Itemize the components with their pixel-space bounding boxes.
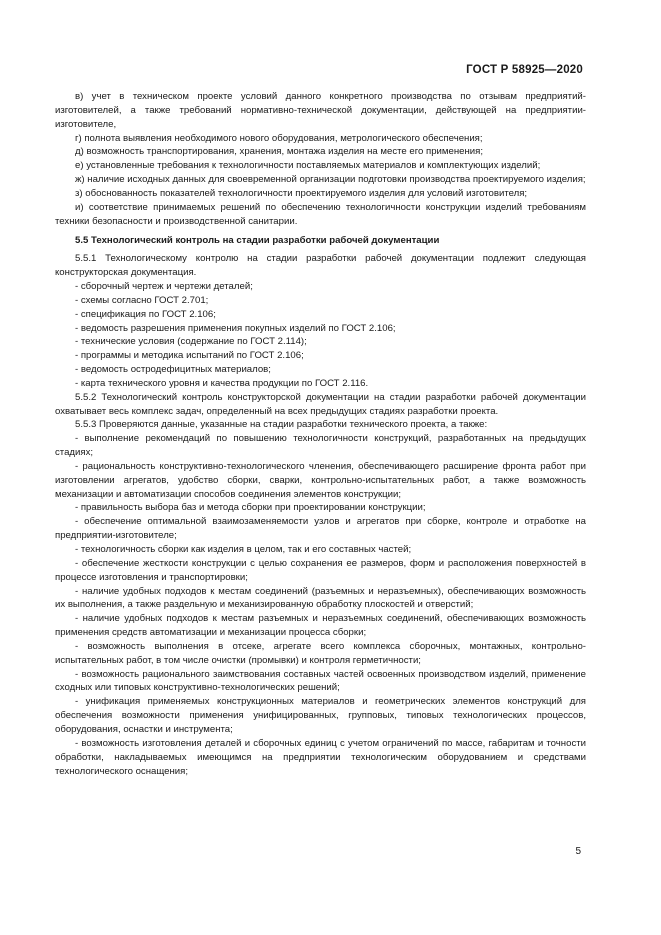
paragraph: е) установленные требования к технологичности поставляемых материалов и комплектующих изделий; [75, 160, 541, 172]
list-item: - правильность выбора баз и метода сборки при проектировании конструкции; [75, 502, 426, 514]
paragraph: 5.5.1 Технологическому контролю на стадии разработки рабочей документации подлежит следующая конструкторская документация. [55, 253, 586, 279]
paragraph: 5.5.2 Технологический контроль конструкторской документации на стадии разработки рабочей документации охватывает весь комплекс задач, определенный на всех предыдущих стадиях разработки проекта. [55, 391, 586, 417]
list-item: - выполнение рекомендаций по повышению технологичности конструкций, разработанных на предыдущих стадиях; [55, 433, 586, 459]
list-item: - возможность рационального заимствования составных частей освоенных производством изделий, применение сходных или типовых конструктивно-технологических решений; [55, 668, 586, 694]
list-item: - унификация применяемых конструкционных материалов и геометрических элементов конструкций для обеспечения возможности применения унифицированных, групповых, типовых технологических процессов, оборудования, оснастки и инструмента; [55, 696, 586, 735]
paragraph: в) учет в техническом проекте условий данного конкретного производства по отзывам предприятий-изготовителей, а также требований нормативно-технической документации, действующей на предприятии-изготовителе, [55, 91, 586, 130]
list-item: - наличие удобных подходов к местам разъемных и неразъемных соединений, обеспечивающих возможность применения средств автоматизации и механизации процесса сборки; [55, 613, 586, 639]
list-item: - технические условия (содержание по ГОСТ 2.114); [75, 336, 307, 348]
list-item: - схемы согласно ГОСТ 2.701; [75, 294, 209, 306]
page-number: 5 [575, 846, 581, 857]
section-heading: 5.5 Технологический контроль на стадии разработки рабочей документации [75, 235, 440, 247]
paragraph: 5.5.3 Проверяются данные, указанные на стадии разработки технического проекта, а также: [75, 419, 488, 431]
list-item: - возможность изготовления деталей и сборочных единиц с учетом ограничений по массе, габаритам и точности обработки, накладываемых имеющимся на предприятии технологическим оборудованием и средствами технологического оснащения; [55, 737, 586, 777]
list-item: - рациональность конструктивно-технологического членения, обеспечивающего расширение фронта работ при изготовлении агрегатов, удобство сборки, сварки, контрольно-испытательных работ, а также возможность механизации и автоматизации способов соединения элементов конструкции; [55, 460, 586, 500]
list-item: - сборочный чертеж и чертежи деталей; [75, 280, 253, 292]
paragraph: и) соответствие принимаемых решений по обеспечению технологичности конструкции изделий требованиям техники безопасности и производственной санитарии. [55, 201, 586, 227]
list-item: - наличие удобных подходов к местам соединений (разъемных и неразъемных), обеспечивающих возможность их выполнения, а также раздельную и механизированную обработку плоскостей и отверстий; [55, 585, 586, 611]
list-item: - ведомость остродефицитных материалов; [75, 364, 271, 376]
list-item: - спецификация по ГОСТ 2.106; [75, 308, 216, 320]
list-item: - технологичность сборки как изделия в целом, так и его составных частей; [75, 544, 412, 555]
paragraph: г) полнота выявления необходимого нового оборудования, метрологического обеспечения; [75, 132, 483, 144]
paragraph: з) обоснованность показателей технологичности проектируемого изделия для условий изготовителя; [75, 187, 528, 199]
list-item: - карта технического уровня и качества продукции по ГОСТ 2.116. [75, 377, 369, 389]
list-item: - возможность выполнения в отсеке, агрегате всего комплекса сборочных, монтажных, контрольно-испытательных работ, в том числе очистки (промывки) и контроля герметичности; [55, 640, 586, 666]
list-item: - ведомость разрешения применения покупных изделий по ГОСТ 2.106; [75, 322, 396, 334]
list-item: - обеспечение жесткости конструкции с целью сохранения ее размеров, форм и расположения поверхностей в процессе изготовления и транспортировки; [55, 557, 586, 583]
list-item: - программы и методика испытаний по ГОСТ 2.106; [75, 350, 304, 362]
list-item: - обеспечение оптимальной взаимозаменяемости узлов и агрегатов при сборке, контроле и отработке на предприятии-изготовителе; [55, 516, 586, 542]
document-body [55, 90, 586, 778]
standard-designation: ГОСТ Р 58925—2020 [466, 64, 583, 76]
paragraph: д) возможность транспортирования, хранения, монтажа изделия на месте его применения; [75, 146, 483, 158]
paragraph: ж) наличие исходных данных для своевременной организации подготовки производства проектируемого изделия; [75, 174, 586, 186]
